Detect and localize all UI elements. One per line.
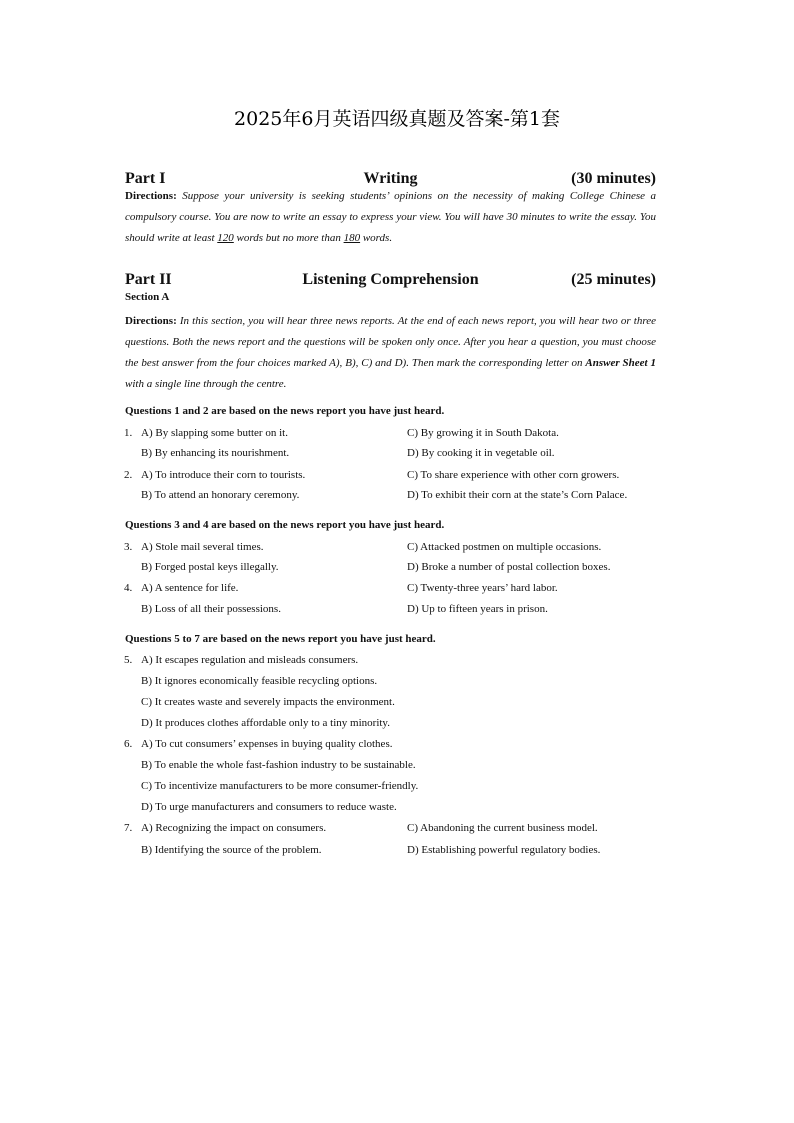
part2-time: (25 minutes) xyxy=(571,271,656,288)
part2-directions-text-b: with a single line through the centre. xyxy=(125,378,287,390)
document-title: 2025年6月英语四级真题及答案-第1套 xyxy=(234,108,560,130)
question-5-option-d: D) It produces clothes affordable only to a tiny minority. xyxy=(141,717,390,729)
part1-directions xyxy=(125,186,656,249)
question-1-option-d: D) By cooking it in vegetable oil. xyxy=(407,447,555,459)
part1-min-words: 120 xyxy=(217,232,234,244)
part2-header xyxy=(125,271,656,293)
question-6-number: 6. xyxy=(124,738,133,750)
question-5-option-c: C) It creates waste and severely impacts the environment. xyxy=(141,696,395,708)
question-3-option-c: C) Attacked postmen on multiple occasions. xyxy=(407,541,602,553)
part1-directions-text-a: Suppose your university is seeking students’ opinions on the necessity of making College Chinese a compulsory course. You are now to write an essay to express your view. You will have 30 minutes to write the essay. You should write at least xyxy=(125,190,656,244)
question-6-option-d: D) To urge manufacturers and consumers to reduce waste. xyxy=(141,801,397,813)
question-6-option-b: B) To enable the whole fast-fashion industry to be sustainable. xyxy=(141,759,416,771)
part1-directions-label: Directions: xyxy=(125,190,177,202)
question-7-option-b: B) Identifying the source of the problem. xyxy=(141,844,322,856)
question-5-option-a: A) It escapes regulation and misleads consumers. xyxy=(141,654,359,666)
question-4-option-c: C) Twenty-three years’ hard labor. xyxy=(407,582,558,594)
question-5-option-b: B) It ignores economically feasible recycling options. xyxy=(141,675,378,687)
question-4-option-d: D) Up to fifteen years in prison. xyxy=(407,603,548,615)
part2-name: Listening Comprehension xyxy=(302,271,479,288)
question-2-option-b: B) To attend an honorary ceremony. xyxy=(141,489,300,501)
question-7-number: 7. xyxy=(124,822,133,834)
question-group-1-heading: Questions 1 and 2 are based on the news report you have just heard. xyxy=(125,405,445,417)
question-6-option-c: C) To incentivize manufacturers to be more consumer-friendly. xyxy=(141,780,419,792)
part2-directions-label: Directions: xyxy=(125,315,177,327)
part1-name: Writing xyxy=(363,170,418,187)
question-2-option-c: C) To share experience with other corn growers. xyxy=(407,469,620,481)
section-a-label: Section A xyxy=(125,291,170,303)
question-7-option-c: C) Abandoning the current business model. xyxy=(407,822,598,834)
part1-time: (30 minutes) xyxy=(571,170,656,187)
part2-directions xyxy=(125,311,656,395)
answer-sheet-ref: Answer Sheet 1 xyxy=(585,357,656,369)
question-7-option-d: D) Establishing powerful regulatory bodies. xyxy=(407,844,601,856)
question-3-option-a: A) Stole mail several times. xyxy=(141,541,264,553)
question-6-option-a: A) To cut consumers’ expenses in buying quality clothes. xyxy=(141,738,393,750)
question-1-option-c: C) By growing it in South Dakota. xyxy=(407,427,559,439)
question-4-option-a: A) A sentence for life. xyxy=(141,582,239,594)
question-3-option-b: B) Forged postal keys illegally. xyxy=(141,561,279,573)
question-4-option-b: B) Loss of all their possessions. xyxy=(141,603,281,615)
question-2-option-d: D) To exhibit their corn at the state’s Corn Palace. xyxy=(407,489,628,501)
question-1-number: 1. xyxy=(124,427,133,439)
question-5-number: 5. xyxy=(124,654,133,666)
part1-directions-text-c: words. xyxy=(360,232,393,244)
part1-max-words: 180 xyxy=(343,232,361,244)
part1-directions-text-b: words but no more than xyxy=(233,232,344,244)
question-group-2-heading: Questions 3 and 4 are based on the news report you have just heard. xyxy=(125,519,445,531)
part2-directions-text-a: In this section, you will hear three news reports. At the end of each news report, you will hear two or three questions. Both the news report and the questions will be spoken only once. After you hear a question, you must choose the best answer from the four choices marked A), B), C) and D). Then mark the corresponding letter on xyxy=(125,315,656,369)
question-2-number: 2. xyxy=(124,469,133,481)
question-4-number: 4. xyxy=(124,582,133,594)
question-1-option-a: A) By slapping some butter on it. xyxy=(141,427,288,439)
question-group-3-heading: Questions 5 to 7 are based on the news report you have just heard. xyxy=(125,633,436,645)
question-7-option-a: A) Recognizing the impact on consumers. xyxy=(141,822,327,834)
part1-label: Part I xyxy=(125,170,166,187)
part2-label: Part II xyxy=(125,271,172,288)
question-2-option-a: A) To introduce their corn to tourists. xyxy=(141,469,306,481)
question-3-option-d: D) Broke a number of postal collection boxes. xyxy=(407,561,611,573)
question-1-option-b: B) By enhancing its nourishment. xyxy=(141,447,290,459)
question-3-number: 3. xyxy=(124,541,133,553)
